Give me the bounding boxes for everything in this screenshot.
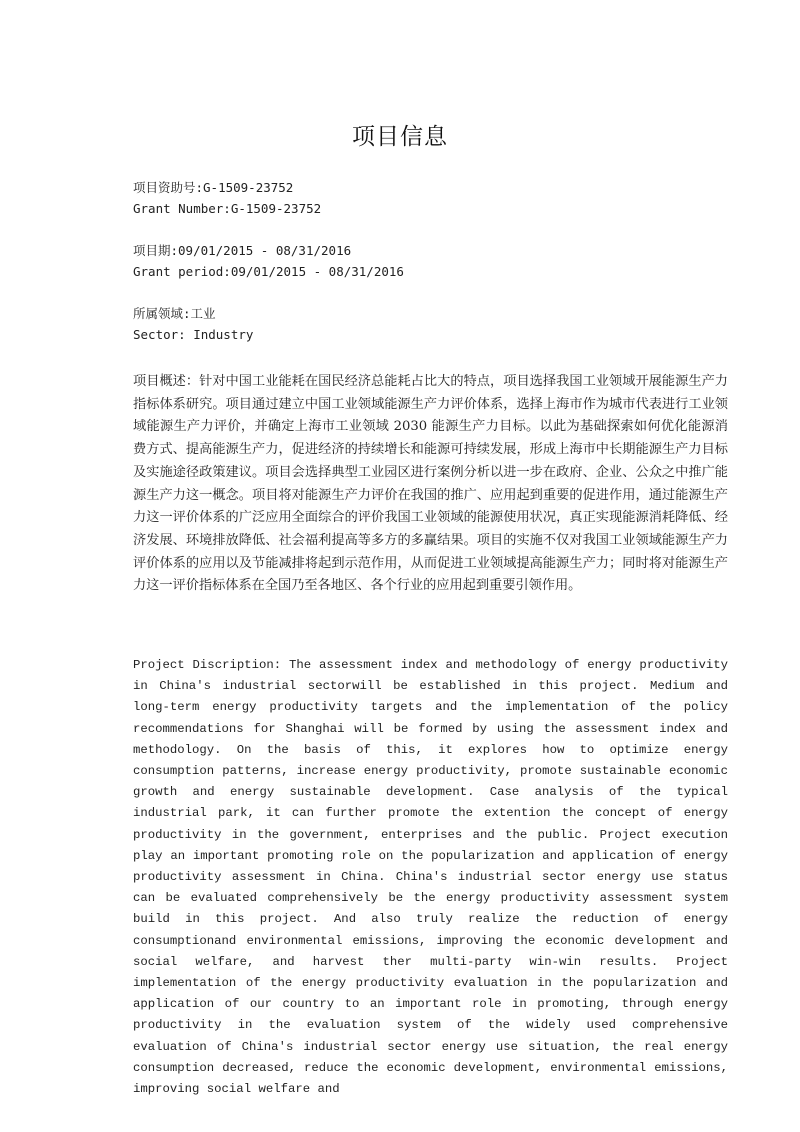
sector-en: Sector: Industry bbox=[133, 327, 254, 342]
grant-period-zh: 项目期:09/01/2015 - 08/31/2016 bbox=[133, 243, 352, 258]
page-title: 项目信息 bbox=[352, 124, 448, 150]
grant-period-en: Grant period:09/01/2015 - 08/31/2016 bbox=[133, 264, 404, 279]
sector-zh: 所属领域:工业 bbox=[133, 306, 216, 321]
grant-number-zh: 项目资助号:G-1509-23752 bbox=[133, 180, 294, 195]
grant-number-en: Grant Number:G-1509-23752 bbox=[133, 201, 322, 216]
project-description-en: Project Discription: The assessment index and methodology of energy productivity in China's industrial sectorwill be established in this project. Medium and long-term energy productivity targets and the implementation of the policy recommendations for Shanghai will be formed by using the assessment index and methodology. On the basis of this, it explores how to optimize energy consumption patterns, increase energy productivity, promote sustainable economic growth and energy sustainable development. Case analysis of the typical industrial park, it can further promote the extention the concept of energy productivity in the government, enterprises and the public. Project execution play an important promoting role on the popularization and application of energy productivity assessment in China. China's industrial sector energy use status can be evaluated comprehensively be the energy productivity assessment system build in this project. And also truly realize the reduction of energy consumptionand environmental emissions, improving the economic development and social welfare, and harvest ther multi-party win-win results. Project implementation of the energy productivity evaluation in the popularization and application of our country to an important role in promoting, through energy productivity in the evaluation system of the widely used comprehensive evaluation of China's industrial sector energy use situation, the real energy consumption decreased, reduce the economic development, environmental emissions, improving social welfare and bbox=[133, 658, 728, 1097]
grant-period-block bbox=[133, 240, 728, 282]
grant-number-block bbox=[133, 177, 728, 219]
sector-block bbox=[133, 303, 728, 345]
project-description-zh: 项目概述：针对中国工业能耗在国民经济总能耗占比大的特点，项目选择我国工业领域开展能源生产力指标体系研究。项目通过建立中国工业领域能源生产力评价体系，选择上海市作为城市代表进行工业领域能源生产力评价，并确定上海市工业领域 2030 能源生产力目标。以此为基础探索如何优化能源消费方式、提高能源生产力，促进经济的持续增长和能源可持续发展，形成上海市中长期能源生产力目标及实施途径政策建议。项目会选择典型工业园区进行案例分析以进一步在政府、企业、公众之中推广能源生产力这一概念。项目将对能源生产力评价在我国的推广、应用起到重要的促进作用，通过能源生产力这一评价体系的广泛应用全面综合的评价我国工业领域的能源使用状况，真正实现能源消耗降低、经济发展、环境排放降低、社会福利提高等多方的多赢结果。项目的实施不仅对我国工业领域能源生产力评价体系的应用以及节能减排将起到示范作用，从而促进工业领域提高能源生产力；同时将对能源生产力这一评价指标体系在全国乃至各地区、各个行业的应用起到重要引领作用。 bbox=[133, 374, 728, 594]
